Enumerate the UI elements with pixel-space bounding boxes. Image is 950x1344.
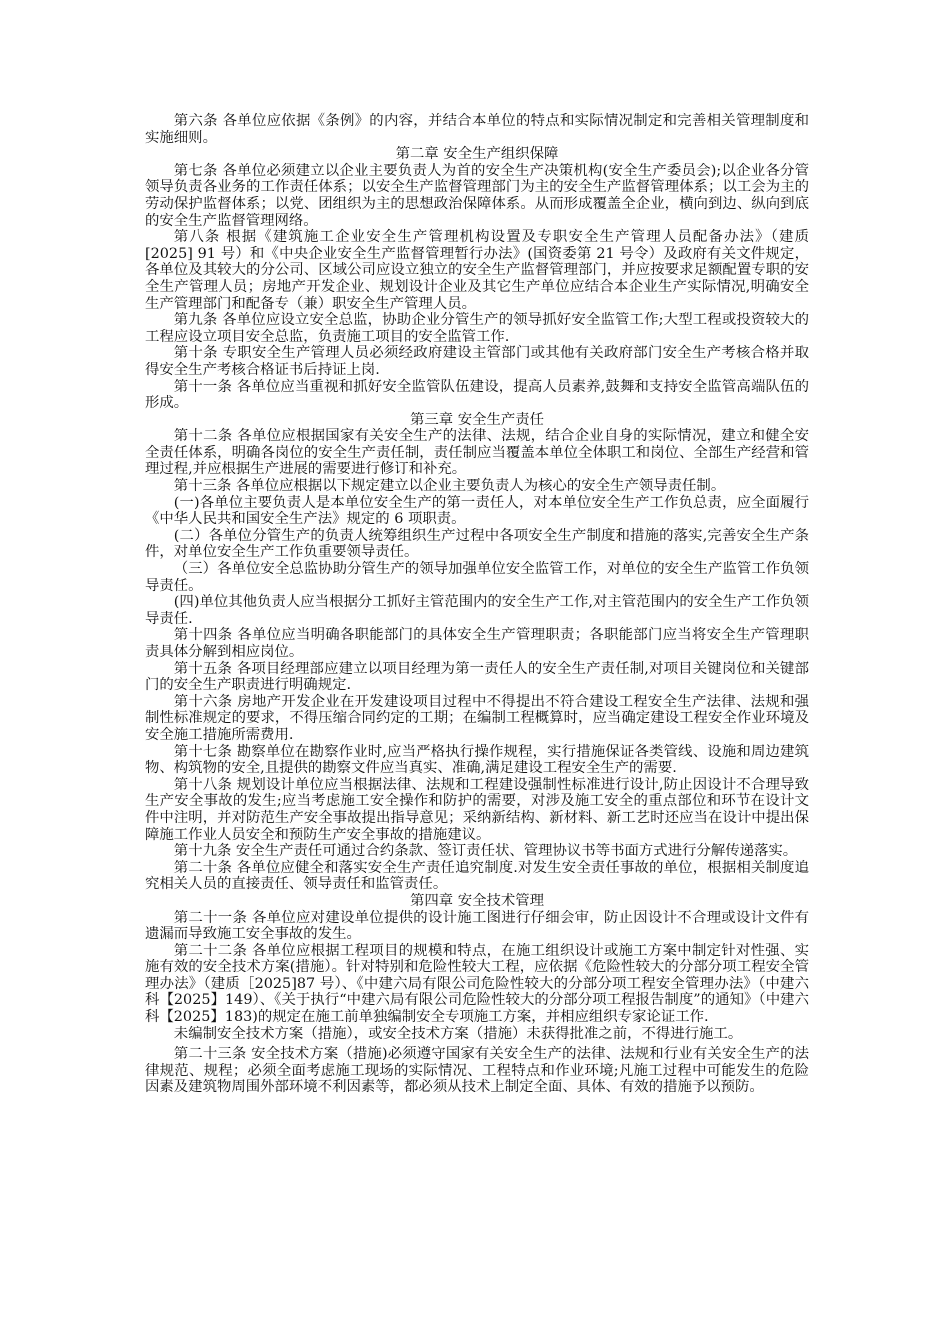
article-13: 第十三条 各单位应根据以下规定建立以企业主要负责人为核心的安全生产领导责任制。 [173,478,726,495]
article-7: 第七条 各单位必须建立以企业主要负责人为首的安全生产决策机构(安全生产委员会);以企业各分管领导负责各业务的工作责任体系；以安全生产监督管理部门为主的安全生产监督管理体系；以工会为主的劳动保护监督体系；以党、团组织为主的思想政治保障体系。从而形成覆盖全企业，横向到边、纵向到底的安全生产监督管理网络。 [145,162,809,229]
article-11: 第十一条 各单位应当重视和抓好安全监管队伍建设，提高人员素养,鼓舞和支持安全监管高端队伍的形成。 [145,378,809,412]
article-9: 第九条 各单位应设立安全总监，协助企业分管生产的领导抓好安全监管工作;大型工程或投资较大的工程应设立项目安全总监，负责施工项目的安全监管工作. [145,312,809,345]
article-16: 第十六条 房地产开发企业在开发建设项目过程中不得提出不符合建设工程安全生产法律、法规和强制性标准规定的要求，不得压缩合同约定的工期；在编制工程概算时，应当确定建设工程安全作业环境及安全施工措施所需费用. [145,693,809,743]
article-18: 第十八条 规划设计单位应当根据法律、法规和工程建设强制性标准进行设计,防止因设计不合理导致生产安全事故的发生;应当考虑施工安全操作和防护的需要，对涉及施工安全的重点部位和环节在设计文件中注明，并对防范生产安全事故提出指导意见；采纳新结构、新材料、新工艺时还应当在设计中提出保障施工作业人员安全和预防生产安全事故的措施建议。 [145,776,809,843]
article-23: 第二十三条 安全技术方案（措施)必须遵守国家有关安全生产的法律、法规和行业有关安全生产的法律规范、规程；必须全面考虑施工现场的实际情况、工程特点和作业环境;凡施工过程中可能发生的危险因素及建筑物周围外部环境不利因素等，都必须从技术上制定全面、具体、有效的措施予以预防。 [145,1046,809,1096]
document-page [145,113,809,1096]
article-19: 第十九条 安全生产责任可通过合约条款、签订责任状、管理协议书等书面方式进行分解传递落实。 [173,843,798,860]
article-13-item-1: (一)各单位主要负责人是本单位安全生产的第一责任人，对本单位安全生产工作负总责，应全面履行《中华人民共和国安全生产法》规定的 6 项职责。 [145,494,809,528]
chapter-2-heading: 第二章 安全生产组织保障 [395,146,559,163]
article-8: 第八条 根据《建筑施工企业安全生产管理机构设置及专职安全生产管理人员配备办法》（建质[2025] 91 号）和《中央企业安全生产监督管理暂行办法》(国资委第 21 号令）及政府有关文件规定，各单位及其较大的分公司、区域公司应设立独立的安全生产监督管理部门，并应按要求足额配置专职的安全生产管理人员；房地产开发企业、规划设计企业及其它生产单位应结合本企业生产实际情况,明确安全生产管理部门和配备专（兼）职安全生产管理人员。 [145,229,809,312]
article-21: 第二十一条 各单位应对建设单位提供的设计施工图进行仔细会审，防止因设计不合理或设计文件有遗漏而导致施工安全事故的发生。 [145,909,809,943]
article-13-item-2: (二）各单位分管生产的负责人统筹组织生产过程中各项安全生产制度和措施的落实,完善安全生产条件，对单位安全生产工作负重要领导责任。 [145,527,809,561]
article-17: 第十七条 勘察单位在勘察作业时,应当严格执行操作规程，实行措施保证各类管线、设施和周边建筑物、构筑物的安全,且提供的勘察文件应当真实、准确,满足建设工程安全生产的需要. [145,743,809,777]
chapter-3-heading: 第三章 安全生产责任 [409,411,545,428]
article-13-item-4: (四)单位其他负责人应当根据分工抓好主管范围内的安全生产工作,对主管范围内的安全生产工作负领导责任. [145,594,809,627]
article-22: 第二十二条 各单位应根据工程项目的规模和特点，在施工组织设计或施工方案中制定针对性强、实施有效的安全技术方案(措施）。针对特别和危险性较大工程，应依据《危险性较大的分部分项工程安全管理办法》（建质［2025]87 号）、《中建六局有限公司危险性较大的分部分项工程安全管理办法》（中建六科【2025】149）、《关于执行“中建六局有限公司危险性较大的分部分项工程报告制度”的通知》（中建六科【2025】183)的规定在施工前单独编制安全专项施工方案，并相应组织专家论证工作. [145,942,809,1026]
article-6: 第六条 各单位应依据《条例》的内容，并结合本单位的特点和实际情况制定和完善相关管理制度和实施细则。 [145,113,809,146]
article-13-item-3: （三）各单位安全总监协助分管生产的领导加强单位安全监管工作，对单位的安全生产监管工作负领导责任。 [145,561,809,594]
article-10: 第十条 专职安全生产管理人员必须经政府建设主管部门或其他有关政府部门安全生产考核合格并取得安全生产考核合格证书后持证上岗. [145,345,809,378]
article-14: 第十四条 各单位应当明确各职能部门的具体安全生产管理职责；各职能部门应当将安全生产管理职责具体分解到相应岗位。 [145,627,809,660]
article-20: 第二十条 各单位应健全和落实安全生产责任追究制度.对发生安全责任事故的单位，根据相关制度追究相关人员的直接责任、领导责任和监管责任。 [145,859,809,893]
article-12: 第十二条 各单位应根据国家有关安全生产的法律、法规，结合企业自身的实际情况，建立和健全安全责任体系，明确各岗位的安全生产责任制，责任制应当覆盖本单位全体职工和岗位、全部生产经营和管理过程,并应根据生产进展的需要进行修订和补充。 [145,428,809,478]
article-22-note: 未编制安全技术方案（措施），或安全技术方案（措施）未获得批准之前，不得进行施工。 [173,1025,743,1042]
article-15: 第十五条 各项目经理部应建立以项目经理为第一责任人的安全生产责任制,对项目关键岗位和关键部门的安全生产职责进行明确规定. [145,660,809,694]
chapter-4-heading: 第四章 安全技术管理 [409,892,545,909]
